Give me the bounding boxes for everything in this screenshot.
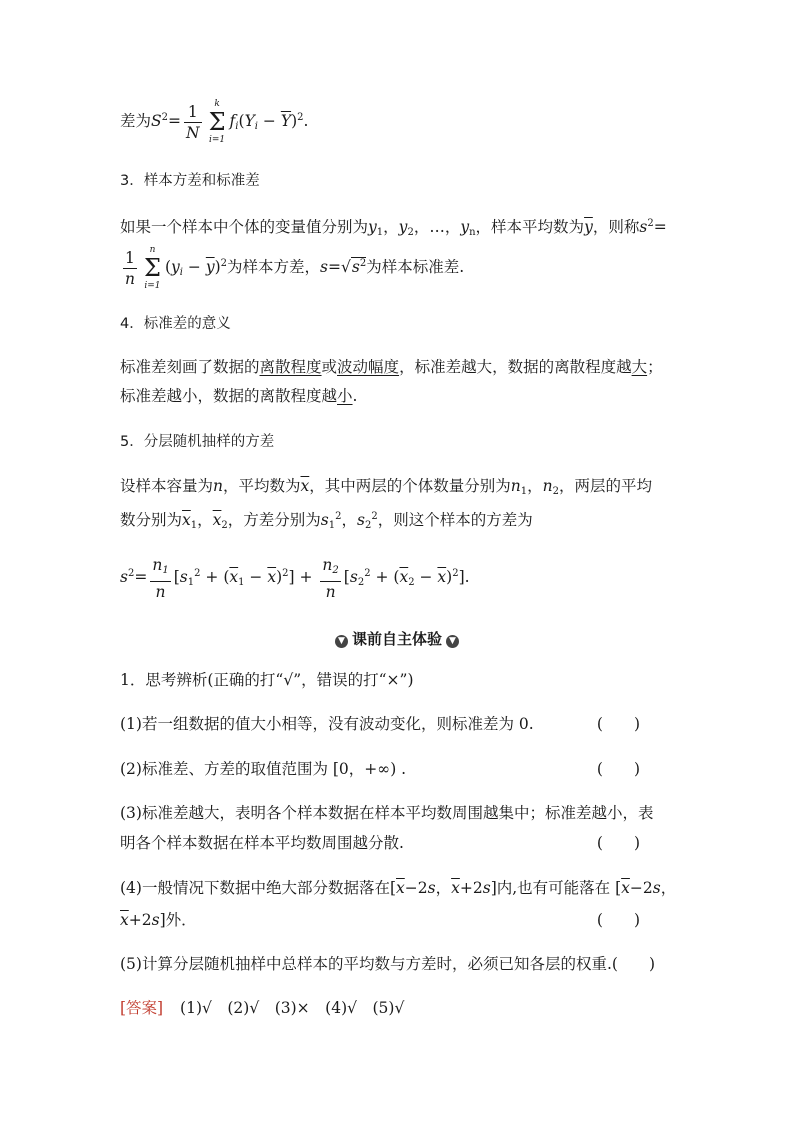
section-5-line-1: 设样本容量为n，平均数为$\overline{x}$，其中两层的个体数量分别为$n_1$，$n_2$，两层的平均 — [120, 477, 653, 497]
answer-line — [120, 997, 680, 1019]
section-4-heading: 4．标准差的意义 — [120, 316, 231, 332]
question-4-line-2: $\overline{x}+2s$]外． ( ) — [120, 911, 640, 929]
question-3-line-2: 明各个样本数据在样本平均数周围越分散. ( ) — [120, 834, 640, 852]
chevron-down-icon: ▼ — [335, 635, 348, 648]
question-1: (1)若一组数据的值大小相等，没有波动变化，则标准差为 0. ( ) — [120, 715, 640, 733]
answer-blank: ( ) — [596, 715, 640, 733]
section-3-heading: 3．样本方差和标准差 — [120, 173, 260, 189]
question-2: (2)标准差、方差的取值范围为 [0，+∞) . ( ) — [120, 760, 640, 778]
section-5-line-2: 数分别为$\overline{x}_1$，$\overline{x}_2$，方差分别为$s_1^2$，$s_2^2$，则这个样本的方差为 — [120, 511, 533, 531]
section-banner: ▼ 课前自主体验 ▼ — [0, 628, 794, 649]
chevron-down-icon: ▼ — [446, 635, 459, 648]
answer-blank: ( ) — [611, 955, 655, 973]
question-4-line-1: (4)一般情况下数据中绝大部分数据落在[$\overline{x}-2s$，$\overline{x}+2s$]内,也有可能落在 [$\overline{x}-2s$， — [120, 879, 677, 897]
section-5-heading: 5．分层随机抽样的方差 — [120, 434, 275, 450]
answer-tag: [答案] — [120, 999, 164, 1017]
population-variance-formula: 差为$S^2=$ $\frac{1}{N}$ k Σ i=1 $f_i(Y_i - \overline{Y})^2$. — [120, 99, 309, 145]
answer-blank: ( ) — [596, 834, 640, 852]
section-3-line-2: $\frac{1}{n}$ n Σ i=1 $(y_i - \overline{y})^2$为样本方差，$s=√s^2$为样本标准差. — [125, 245, 465, 291]
formula-prefix: 差为 — [120, 112, 152, 130]
question-intro: 1．思考辨析(正确的打“√”，错误的打“×”) — [120, 671, 414, 689]
section-4-line-1: 标准差刻画了数据的离散程度或波动幅度，标准差越大，数据的离散程度越大； — [120, 358, 663, 376]
question-5: (5)计算分层随机抽样中总样本的平均数与方差时，必须已知各层的权重.( ) — [120, 955, 655, 973]
stratified-variance-formula: $s^2=$ $\frac{n_1}{n}$ $[s_1^2 + (\overline{x}_1 - \overline{x})^2]$ + $\frac{n_2}{n}$ $[s_2^2 + (\overline{x}_2 - \overline{x})^2]$. — [120, 555, 470, 601]
answers: (1)√ (2)√ (3)× (4)√ (5)√ — [180, 999, 405, 1017]
answer-blank: ( ) — [596, 760, 640, 778]
question-3-line-1: (3)标准差越大，表明各个样本数据在样本平均数周围越集中；标准差越小，表 — [120, 804, 654, 822]
section-3-line-1: 如果一个样本中个体的变量值分别为$y_1$，$y_2$，…，$y_n$，样本平均数为$\overline{y}$，则称$s^2=$ — [120, 218, 667, 238]
section-4-line-2: 标准差越小，数据的离散程度越小. — [120, 387, 358, 405]
answer-blank: ( ) — [596, 911, 640, 929]
